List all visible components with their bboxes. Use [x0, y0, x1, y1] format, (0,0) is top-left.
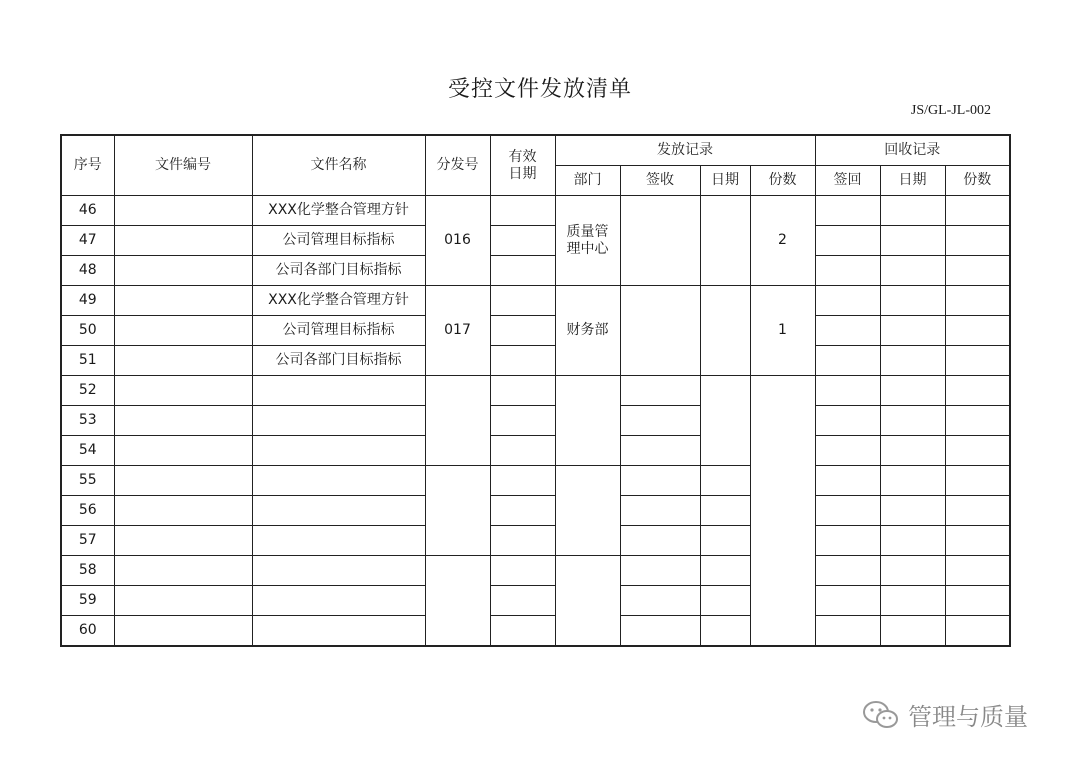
valid-date-cell — [490, 406, 555, 436]
valid-date-cell — [490, 466, 555, 496]
sign-cell — [620, 286, 700, 376]
seq-cell: 49 — [61, 286, 114, 316]
table-row — [61, 436, 1010, 466]
table-row — [61, 466, 1010, 496]
header-recall-date: 日期 — [880, 166, 945, 196]
sign-cell — [620, 406, 700, 436]
seq-cell: 57 — [61, 526, 114, 556]
recall-copies-cell — [945, 406, 1010, 436]
file-name-cell: XXX化学整合管理方针 — [252, 286, 425, 316]
recall-sign-cell — [815, 556, 880, 586]
seq-cell: 50 — [61, 316, 114, 346]
file-no-cell — [114, 256, 252, 286]
header-file-no: 文件编号 — [114, 135, 252, 196]
recall-copies-cell — [945, 616, 1010, 647]
copies-cell — [750, 376, 815, 647]
recall-sign-cell — [815, 436, 880, 466]
dist-no-cell — [425, 556, 490, 647]
valid-date-cell — [490, 196, 555, 226]
recall-date-cell — [880, 406, 945, 436]
recall-copies-cell — [945, 286, 1010, 316]
file-no-cell — [114, 196, 252, 226]
wechat-icon — [862, 700, 900, 730]
header-recall-copies: 份数 — [945, 166, 1010, 196]
recall-date-cell — [880, 196, 945, 226]
valid-date-cell — [490, 436, 555, 466]
dept-cell: 财务部 — [555, 286, 620, 376]
header-issue-record: 发放记录 — [555, 135, 815, 166]
recall-copies-cell — [945, 466, 1010, 496]
issue-date-cell — [700, 376, 750, 466]
dist-no-cell: 016 — [425, 196, 490, 286]
recall-date-cell — [880, 316, 945, 346]
watermark-text: 管理与质量 — [908, 703, 1028, 731]
recall-copies-cell — [945, 586, 1010, 616]
file-no-cell — [114, 526, 252, 556]
recall-sign-cell — [815, 496, 880, 526]
table-row — [61, 616, 1010, 647]
recall-copies-cell — [945, 496, 1010, 526]
dist-no-cell — [425, 466, 490, 556]
dept-cell — [555, 466, 620, 556]
sign-cell — [620, 436, 700, 466]
table-row — [61, 316, 1010, 346]
file-name-cell — [252, 406, 425, 436]
table-row — [61, 226, 1010, 256]
issue-date-cell — [700, 616, 750, 647]
header-file-name: 文件名称 — [252, 135, 425, 196]
recall-date-cell — [880, 286, 945, 316]
recall-date-cell — [880, 526, 945, 556]
issue-date-cell — [700, 526, 750, 556]
seq-cell: 58 — [61, 556, 114, 586]
copies-cell: 2 — [750, 196, 815, 286]
file-no-cell — [114, 436, 252, 466]
sign-cell — [620, 496, 700, 526]
dist-no-cell — [425, 376, 490, 466]
issue-date-cell — [700, 556, 750, 586]
valid-date-cell — [490, 256, 555, 286]
dept-cell — [555, 376, 620, 466]
valid-date-cell — [490, 226, 555, 256]
recall-date-cell — [880, 556, 945, 586]
file-name-cell — [252, 436, 425, 466]
recall-sign-cell — [815, 616, 880, 647]
header-issue-date: 日期 — [700, 166, 750, 196]
file-name-cell: 公司管理目标指标 — [252, 226, 425, 256]
header-row — [61, 135, 1010, 166]
table-row — [61, 526, 1010, 556]
valid-date-cell — [490, 316, 555, 346]
recall-sign-cell — [815, 406, 880, 436]
valid-date-cell — [490, 526, 555, 556]
header-issue-copies: 份数 — [750, 166, 815, 196]
recall-date-cell — [880, 226, 945, 256]
recall-sign-cell — [815, 346, 880, 376]
sign-cell — [620, 526, 700, 556]
recall-sign-cell — [815, 286, 880, 316]
table-row — [61, 256, 1010, 286]
copies-cell: 1 — [750, 286, 815, 376]
recall-copies-cell — [945, 256, 1010, 286]
seq-cell: 47 — [61, 226, 114, 256]
sign-cell — [620, 376, 700, 406]
file-no-cell — [114, 616, 252, 647]
table-row — [61, 496, 1010, 526]
header-issue-sign: 签收 — [620, 166, 700, 196]
seq-cell: 53 — [61, 406, 114, 436]
recall-copies-cell — [945, 316, 1010, 346]
file-no-cell — [114, 406, 252, 436]
file-name-cell — [252, 586, 425, 616]
recall-sign-cell — [815, 586, 880, 616]
file-no-cell — [114, 286, 252, 316]
sign-cell — [620, 556, 700, 586]
header-recall-record: 回收记录 — [815, 135, 1010, 166]
watermark — [862, 697, 1028, 732]
recall-sign-cell — [815, 466, 880, 496]
file-no-cell — [114, 556, 252, 586]
sign-cell — [620, 586, 700, 616]
recall-copies-cell — [945, 196, 1010, 226]
recall-copies-cell — [945, 346, 1010, 376]
seq-cell: 48 — [61, 256, 114, 286]
header-seq: 序号 — [61, 135, 114, 196]
seq-cell: 51 — [61, 346, 114, 376]
table-row — [61, 376, 1010, 406]
file-no-cell — [114, 466, 252, 496]
recall-date-cell — [880, 496, 945, 526]
recall-sign-cell — [815, 226, 880, 256]
file-name-cell — [252, 526, 425, 556]
seq-cell: 59 — [61, 586, 114, 616]
recall-copies-cell — [945, 226, 1010, 256]
issue-date-cell — [700, 586, 750, 616]
table-row — [61, 286, 1010, 316]
file-no-cell — [114, 316, 252, 346]
seq-cell: 60 — [61, 616, 114, 647]
seq-cell: 54 — [61, 436, 114, 466]
recall-sign-cell — [815, 256, 880, 286]
file-name-cell: XXX化学整合管理方针 — [252, 196, 425, 226]
file-name-cell — [252, 616, 425, 647]
file-no-cell — [114, 376, 252, 406]
issue-date-cell — [700, 196, 750, 286]
dept-cell — [555, 556, 620, 647]
recall-sign-cell — [815, 196, 880, 226]
distribution-table — [60, 134, 1011, 647]
recall-copies-cell — [945, 556, 1010, 586]
issue-date-cell — [700, 286, 750, 376]
header-valid-date: 有效日期 — [490, 135, 555, 196]
table-row — [61, 196, 1010, 226]
header-recall-sign: 签回 — [815, 166, 880, 196]
valid-date-cell — [490, 376, 555, 406]
recall-date-cell — [880, 466, 945, 496]
recall-copies-cell — [945, 526, 1010, 556]
table-row — [61, 556, 1010, 586]
document-code: JS/GL-JL-002 — [910, 103, 991, 118]
table-row — [61, 586, 1010, 616]
file-no-cell — [114, 496, 252, 526]
sign-cell — [620, 616, 700, 647]
file-no-cell — [114, 226, 252, 256]
valid-date-cell — [490, 346, 555, 376]
recall-copies-cell — [945, 436, 1010, 466]
issue-date-cell — [700, 466, 750, 496]
recall-date-cell — [880, 586, 945, 616]
dist-no-cell: 017 — [425, 286, 490, 376]
seq-cell: 56 — [61, 496, 114, 526]
recall-copies-cell — [945, 376, 1010, 406]
document-title: 受控文件发放清单 — [447, 77, 632, 102]
file-name-cell — [252, 496, 425, 526]
recall-sign-cell — [815, 526, 880, 556]
dept-cell: 质量管理中心 — [555, 196, 620, 286]
table-row — [61, 406, 1010, 436]
file-name-cell — [252, 376, 425, 406]
recall-date-cell — [880, 616, 945, 647]
file-no-cell — [114, 586, 252, 616]
file-no-cell — [114, 346, 252, 376]
file-name-cell: 公司各部门目标指标 — [252, 346, 425, 376]
header-dist-no: 分发号 — [425, 135, 490, 196]
valid-date-cell — [490, 586, 555, 616]
issue-date-cell — [700, 496, 750, 526]
table-row — [61, 346, 1010, 376]
seq-cell: 55 — [61, 466, 114, 496]
sign-cell — [620, 466, 700, 496]
valid-date-cell — [490, 496, 555, 526]
recall-date-cell — [880, 256, 945, 286]
recall-date-cell — [880, 376, 945, 406]
valid-date-cell — [490, 556, 555, 586]
sign-cell — [620, 196, 700, 286]
header-issue-dept: 部门 — [555, 166, 620, 196]
file-name-cell: 公司管理目标指标 — [252, 316, 425, 346]
valid-date-cell — [490, 616, 555, 647]
seq-cell: 52 — [61, 376, 114, 406]
file-name-cell — [252, 466, 425, 496]
recall-date-cell — [880, 346, 945, 376]
recall-sign-cell — [815, 376, 880, 406]
recall-date-cell — [880, 436, 945, 466]
recall-sign-cell — [815, 316, 880, 346]
seq-cell: 46 — [61, 196, 114, 226]
valid-date-cell — [490, 286, 555, 316]
file-name-cell — [252, 556, 425, 586]
file-name-cell: 公司各部门目标指标 — [252, 256, 425, 286]
